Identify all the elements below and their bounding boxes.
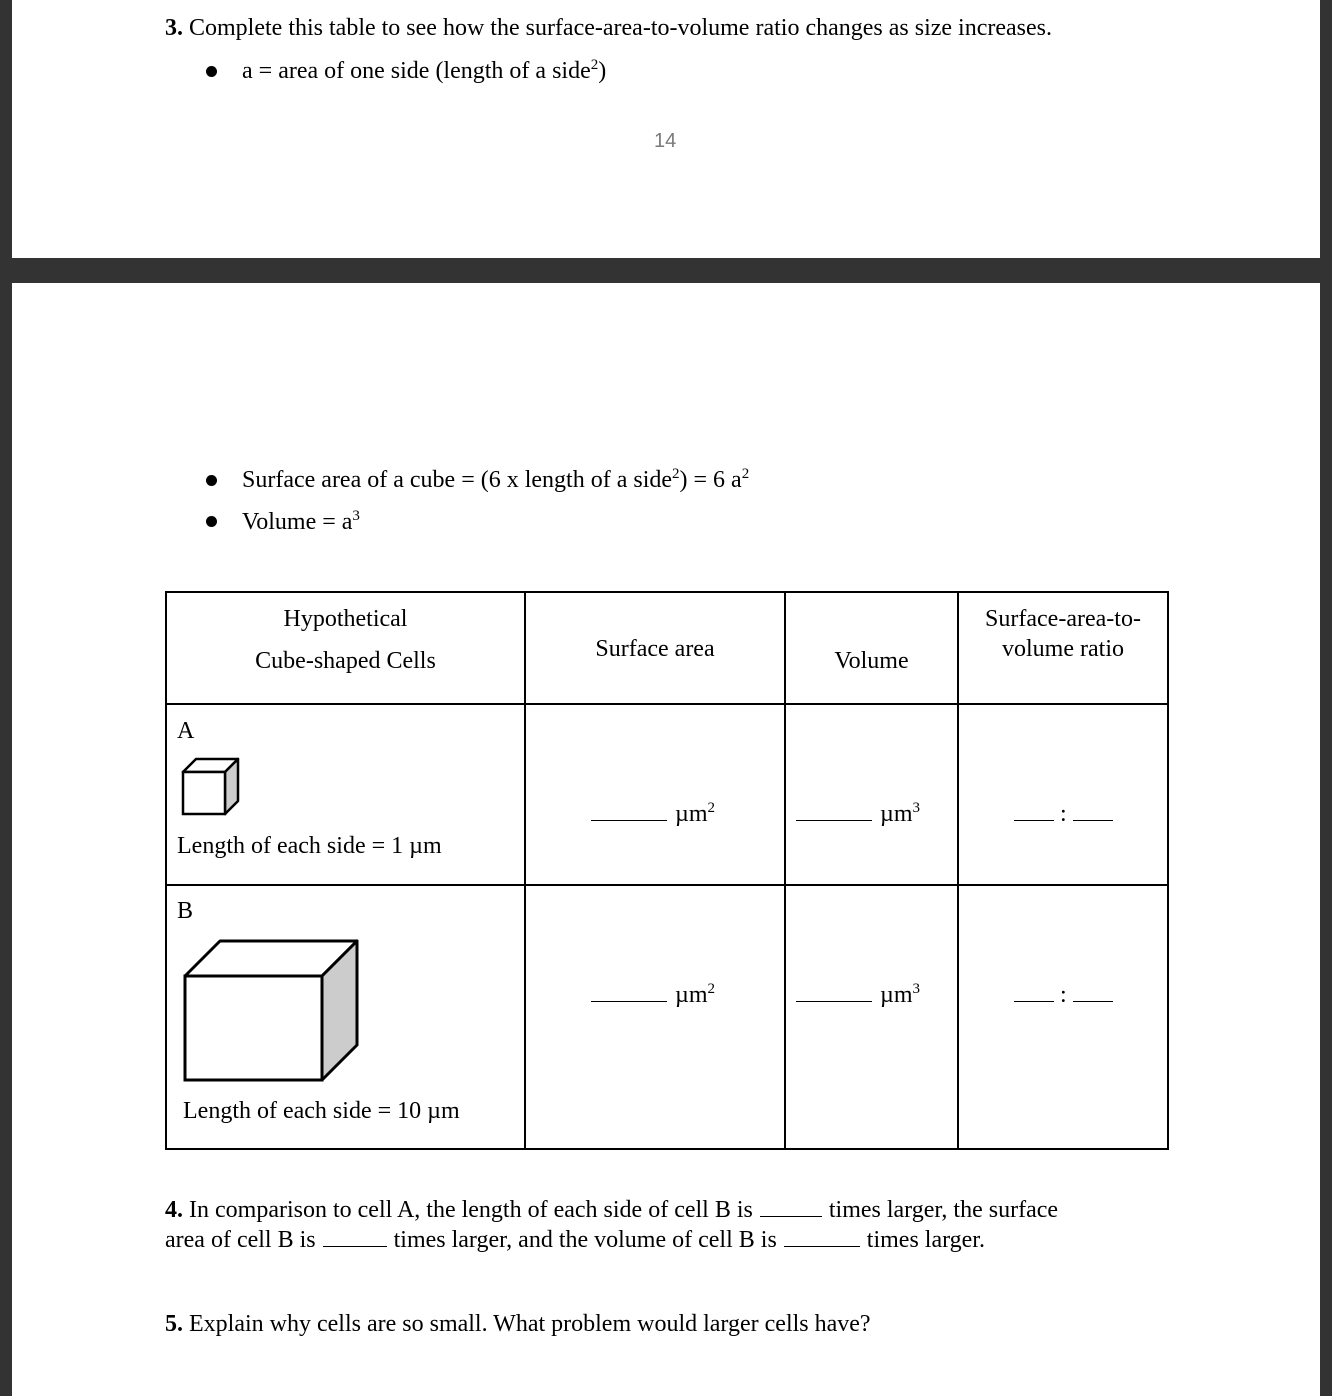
- header-ratio-line2: volume ratio: [1002, 636, 1124, 662]
- bullet-area-definition: a = area of one side (length of a side$^2$): [242, 57, 607, 84]
- large-cube-icon: [182, 938, 362, 1083]
- q4-blank-volume[interactable]: [784, 1245, 860, 1247]
- document-page-top: [12, 0, 1320, 258]
- page-number: 14: [654, 130, 677, 152]
- question-3: 3. Complete this table to see how the surface-area-to-volume ratio changes as size increases.: [165, 15, 1052, 41]
- q4-blank-surface-area[interactable]: [323, 1245, 387, 1247]
- row-b-ratio-field[interactable]: :: [1014, 981, 1113, 1009]
- q4-blank-length[interactable]: [760, 1215, 822, 1217]
- row-b-caption: Length of each side = 10 µm: [183, 1098, 460, 1124]
- formula-surface-area: Surface area of a cube = (6 x length of a side$^2$) = 6 $a^2$: [242, 466, 750, 493]
- header-cells-line1: Hypothetical: [283, 606, 408, 632]
- question-5: 5. Explain why cells are so small. What problem would larger cells have?: [165, 1311, 871, 1337]
- row-a-volume-field[interactable]: µm$^3$: [796, 800, 920, 828]
- header-cells-line2: Cube-shaped Cells: [255, 648, 436, 674]
- row-a-label: A: [177, 718, 195, 744]
- row-b-volume-field[interactable]: µm$^3$: [796, 981, 920, 1009]
- bullet-icon: [206, 66, 217, 77]
- bullet-icon: [206, 475, 217, 486]
- question-4-line1: 4. In comparison to cell A, the length of each side of cell B is times larger, the surface: [165, 1197, 1059, 1223]
- header-ratio-line1: Surface-area-to-: [985, 606, 1141, 632]
- row-a-caption: Length of each side = 1 µm: [177, 833, 442, 859]
- header-volume: Volume: [834, 648, 909, 674]
- row-a-ratio-field[interactable]: :: [1014, 800, 1113, 828]
- small-cube-icon: [180, 755, 244, 819]
- document-page-bottom: [12, 283, 1320, 1396]
- question-4-line2: area of cell B is times larger, and the volume of cell B is times larger.: [165, 1227, 985, 1253]
- row-b-surface-area-field[interactable]: µm$^2$: [591, 981, 715, 1009]
- bullet-icon: [206, 516, 217, 527]
- row-a-surface-area-field[interactable]: µm$^2$: [591, 800, 715, 828]
- formula-volume: Volume = $a^3$: [242, 508, 360, 535]
- row-b-label: B: [177, 898, 194, 924]
- header-surface-area: Surface area: [595, 636, 715, 662]
